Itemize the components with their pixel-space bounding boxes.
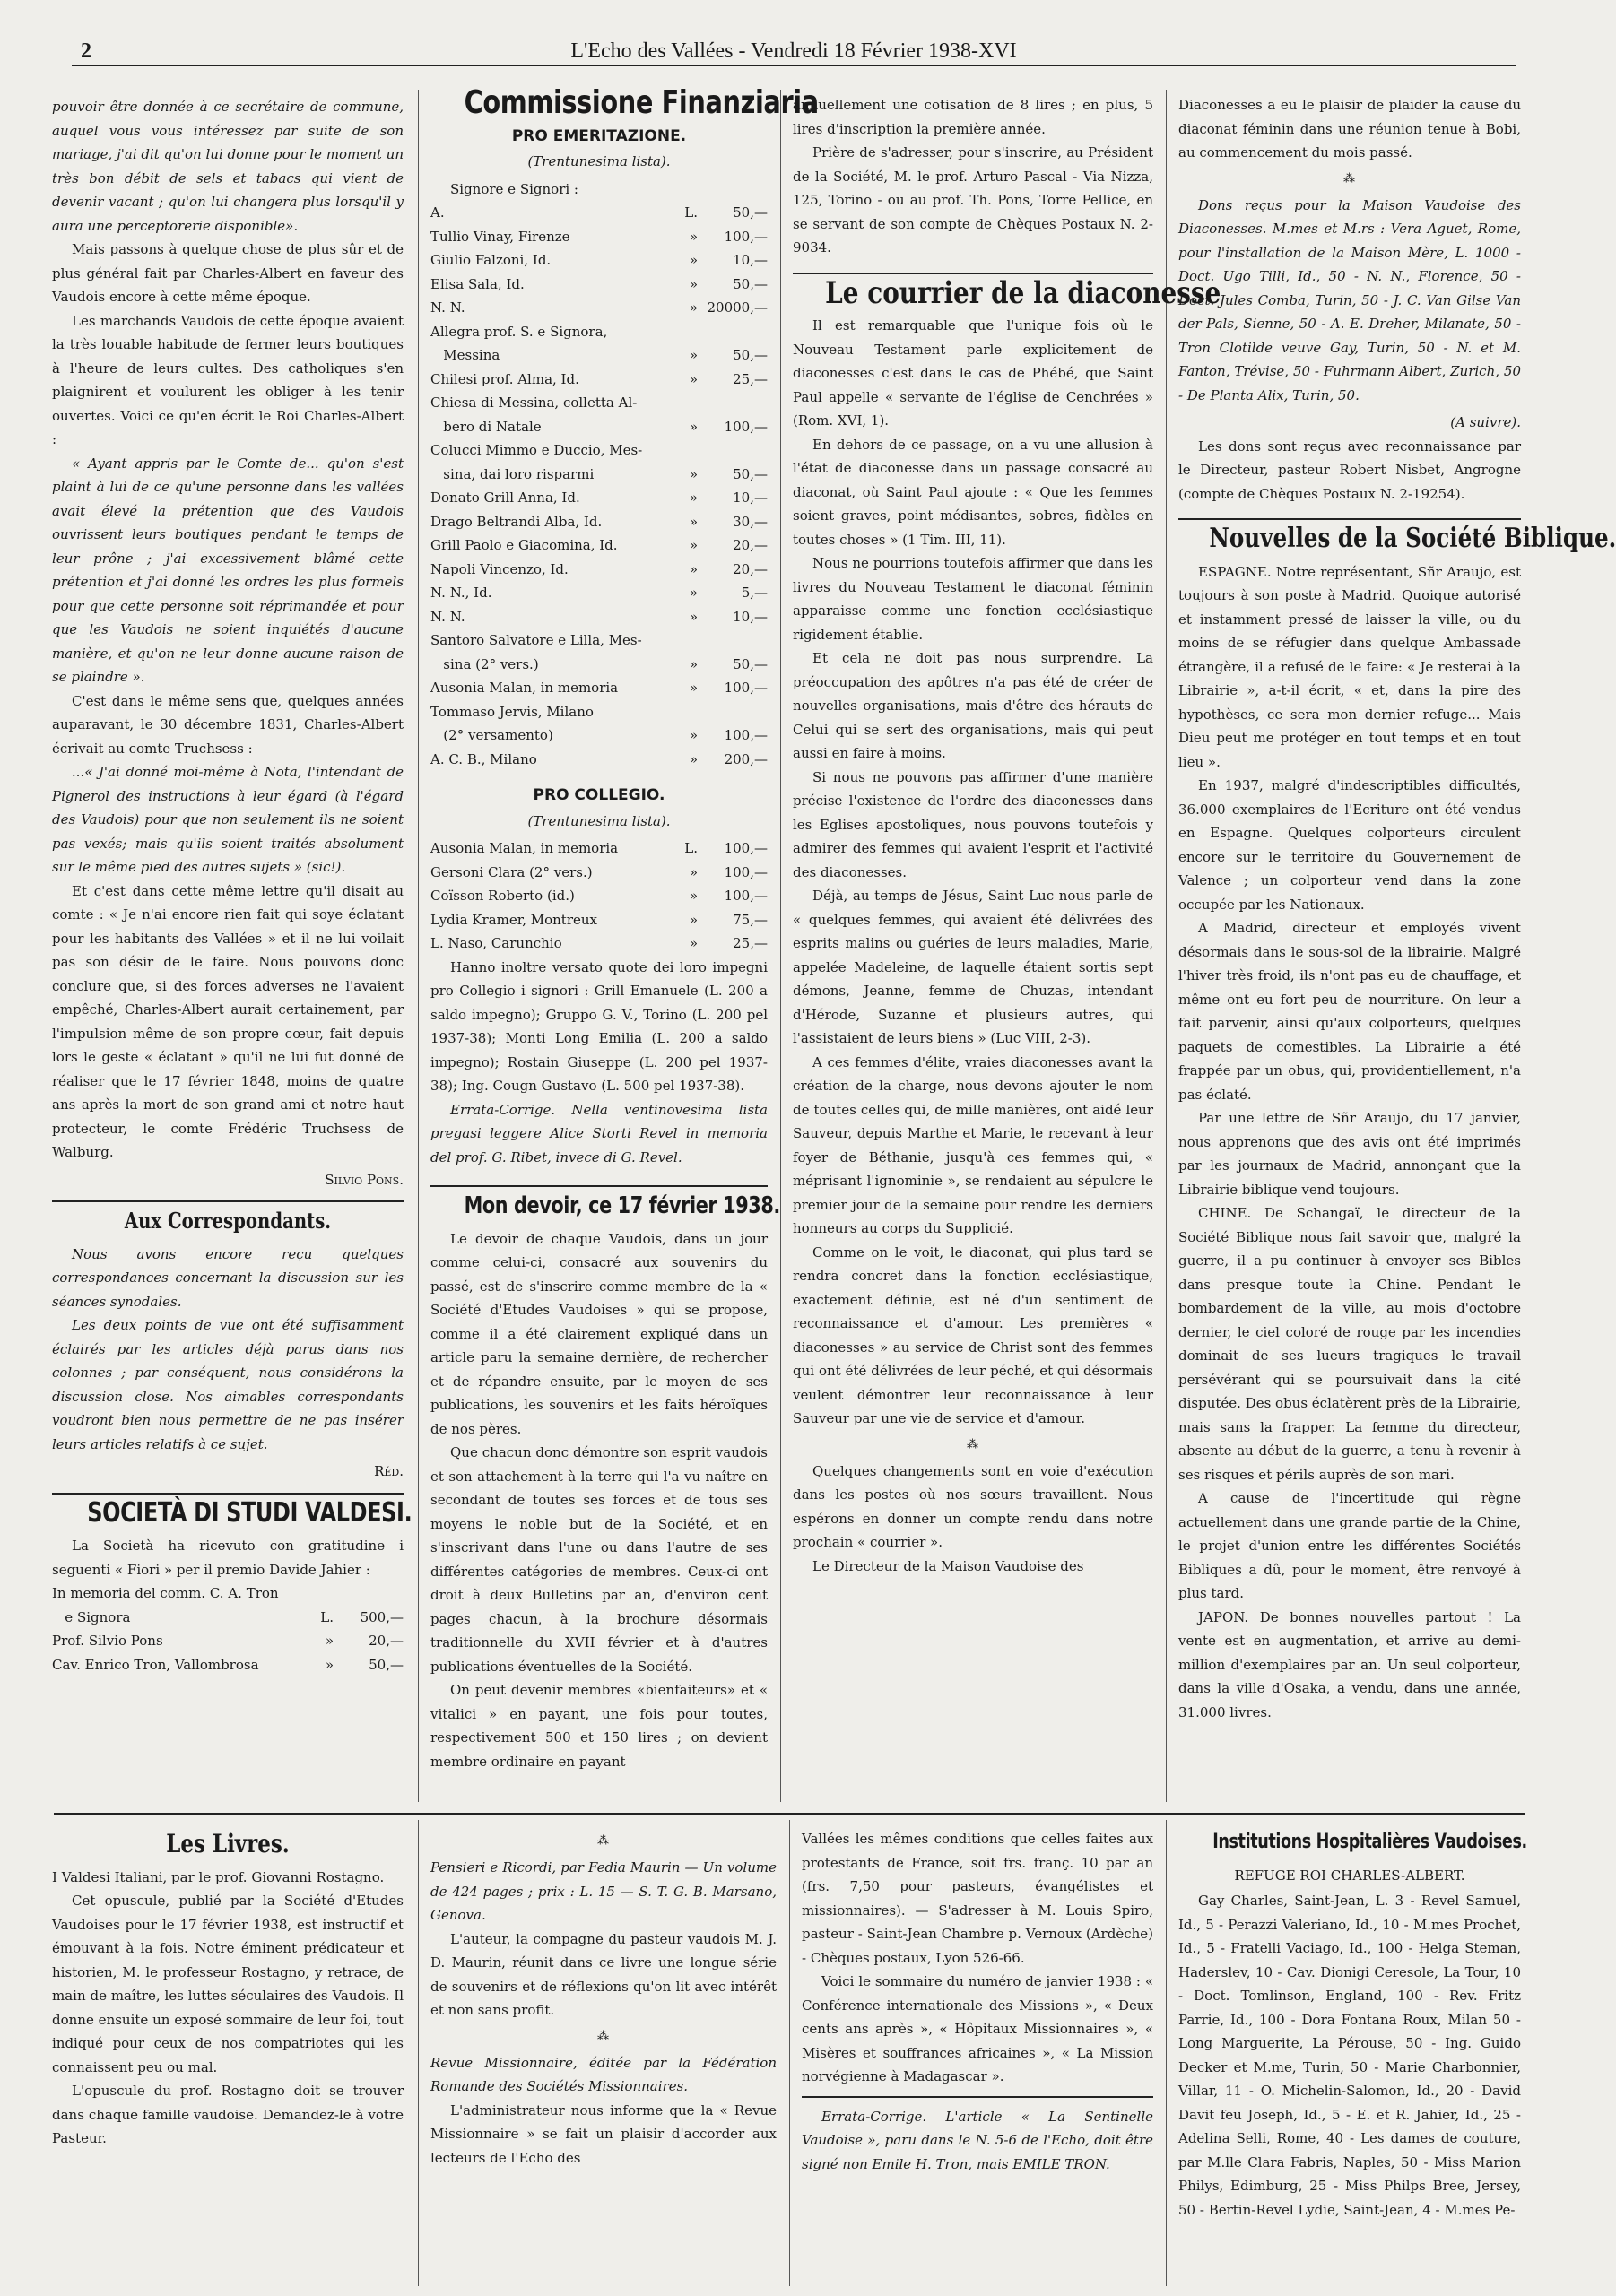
donation-list <box>430 836 768 956</box>
article-paragraph: Les dons sont reçus avec reconnaissance par le Directeur, pasteur Robert Nisbet, Angrogne (compte de Chèques Postaux N. 2-19254). <box>1178 438 1521 502</box>
article-paragraph: Mais passons à quelque chose de plus sûr et de plus général fait par Charles-Albert en faveur des Vaudois encore à cette même époque. <box>52 241 404 305</box>
biblique-paragraph: A Madrid, directeur et employés vivent désormais dans le sous-sol de la librairie. Malgré l'hiver très froid, ils n'ont pas eu de chauffage, et même ont eu fort peu de nourriture. On leur a fait parvenir, ainsi qu'aux colporteurs, quelques paquets de comestibles. La Librairie a été frappée par un obus, qui, providentiellement, n'a pas éclaté. <box>1178 920 1521 1103</box>
donation-amount: 5,— <box>741 585 768 601</box>
donor-name: sina, dai loro risparmi <box>430 465 595 482</box>
asterism-icon: ⁂ <box>597 2029 610 2043</box>
diaconesse-paragraph: Nous ne pourrions toutefois affirmer que dans les livres du Nouveau Testament le diaconat féminin apparaisse comme une fonction ecclésiastique rigidement établie. <box>793 555 1153 643</box>
donor-name: Messina <box>430 347 500 363</box>
currency-mark: » <box>689 655 698 672</box>
donation-row <box>430 273 768 297</box>
currency-mark: » <box>689 680 698 696</box>
article-separator <box>430 1185 768 1187</box>
institutions-paragraph: Gay Charles, Saint-Jean, L. 3 - Revel Samuel, Id., 5 - Perazzi Valeriano, Id., 10 - M.mes Prochet, Id., 5 - Fratelli Vaciago, Id., 100 - Helga Steman, Haderslev, 10 - Cav. Dionigi Ceresole, La Tour, 10 - Doct. Tomlinson, England, 100 - Rev. Fritz Parrie, Id., 100 - Dora Fontana Roux, Milan 50 - Long Marguerite, La Pérouse, 50 - Ing. Guido Decker et M.me, Turin, 50 - Marie Charbonnier, Villar, 11 - O. Michelin-Salomon, Id., 20 - David Davit feu Joseph, Id., 5 - E. et R. Jahier, Id., 25 - Adelina Selli, Rome, 40 - Les dames de couture, par M.lle Clara Fabris, Naples, 50 - Miss Marion Philys, Edimburg, 25 - Miss Philps Bree, Jersey, 50 - Bertin-Revel Lydie, Saint-Jean, 4 - M.mes Pe- <box>1178 1893 1521 2218</box>
currency-mark: » <box>689 537 698 553</box>
column-rule <box>418 1820 419 2286</box>
livres-column <box>52 1827 404 2284</box>
donation-row <box>430 510 768 534</box>
donor-name: N. N. <box>430 608 465 625</box>
donor-name: Tullio Vinay, Firenze <box>430 228 570 245</box>
donation-amount: 10,— <box>733 252 768 268</box>
page-number: 2 <box>81 39 91 63</box>
diaconesse-paragraph: Comme on le voit, le diaconat, qui plus tard se rendra concret dans la fonction ecclésiastique, exactement définie, est né d'un sentiment de reconnaissance et d'amour. Les premières « diaconesses » au service de Christ sont des femmes qui ont été délivrées de leur péché, et qui désormais veulent démontrer leur reconnaissance à leur Sauveur par une vie de service et d'amour. <box>793 1243 1153 1426</box>
donation-row <box>430 320 768 344</box>
donor-name: N. N., Id. <box>430 585 492 601</box>
donation-amount: 20000,— <box>707 299 768 316</box>
donation-amount: 10,— <box>733 490 768 506</box>
article-separator <box>793 273 1153 274</box>
article-paragraph: Diaconesses a eu le plaisir de plaider la cause du diaconat féminin dans une réunion tenue à Bobi, au commencement du mois passé. <box>1178 97 1521 160</box>
article-paragraph: C'est dans le même sens que, quelques années auparavant, le 30 décembre 1831, Charles-Albert écrivait au comte Truchsess : <box>52 692 404 757</box>
donation-amount: 50,— <box>369 1656 404 1673</box>
donation-row <box>430 558 768 582</box>
article-signature: Silvio Pons. <box>325 1171 404 1188</box>
donor-name: Santoro Salvatore e Lilla, Mes- <box>430 632 642 648</box>
correspondants-heading: Aux Correspondants. <box>124 1208 332 1234</box>
donation-row <box>430 605 768 629</box>
donation-amount: 30,— <box>733 513 768 530</box>
currency-mark: » <box>689 911 698 928</box>
book-paragraph: L'auteur, la compagne du pasteur vaudois M. J. D. Maurin, réunit dans ce livre une longue série de souvenirs et de réflexions qu'on lit avec intérêt et non sans profit. <box>430 1930 777 2018</box>
currency-mark: » <box>689 490 698 506</box>
donation-row <box>430 653 768 677</box>
diaconesse-paragraph: Le Directeur de la Maison Vaudoise des <box>812 1557 1084 1574</box>
donor-name: Tommaso Jervis, Milano <box>430 703 594 720</box>
article-separator <box>52 1200 404 1202</box>
donation-row <box>430 201 768 225</box>
newspaper-title: L'Echo des Vallées - Vendredi 18 Février 1938-XVI <box>570 39 1017 63</box>
section-rule <box>54 1813 1525 1815</box>
donation-amount: 25,— <box>733 935 768 951</box>
errata-paragraph: Errata-Corrige. L'article « La Sentinelle Vaudoise », paru dans le N. 5-6 de l'Echo, doit être signé non Emile H. Tron, mais EMILE TRON. <box>802 2108 1153 2172</box>
donation-row <box>430 861 768 885</box>
emeritazione-heading: PRO EMERITAZIONE. <box>511 126 687 145</box>
column-3 <box>793 93 1221 1801</box>
refuge-subheading: REFUGE ROI CHARLES-ALBERT. <box>1234 1867 1465 1884</box>
column-1 <box>52 95 413 1803</box>
donation-amount: 100,— <box>724 680 768 696</box>
donation-amount <box>698 700 768 724</box>
donation-amount <box>698 438 768 463</box>
biblique-paragraph: A cause de l'incertitude qui règne actuellement dans une grande partie de la Chine, le projet d'union entre les différentes Sociétés Bibliques a dû, pour le moment, être renvoyé à plus tard. <box>1178 1490 1521 1601</box>
biblique-paragraph: CHINE. De Schangaï, le directeur de la Société Biblique nous fait savoir que, malgré la guerre, il a pu continuer à envoyer ses Bibles dans presque toute la Chine. Pendant le bombardement de la ville, au mois d'octobre dernier, le ciel coloré de rouge par les incendies dominait de ses lueurs tragiques le travail persévérant qui se poursuivait dans la cité disputée. Des obus éclatèrent près de la Librairie, mais sans la frapper. La femme du directeur, absente au début de la guerre, a tenu à revenir à ses risques et périls auprès de son mari. <box>1178 1205 1521 1483</box>
currency-mark: » <box>689 299 698 316</box>
donor-name: Coïsson Roberto (id.) <box>430 888 575 904</box>
devoir-paragraph: Le devoir de chaque Vaudois, dans un jour comme celui-ci, consacré aux souvenirs du passé, est de s'inscrire comme membre de la « Société d'Etudes Vaudoises » qui se propose, comme il a été clairement expliqué dans un article paru la semaine dernière, de rechercher et de répandre ensuite, par le moyen de ses publications, les souvenirs et les faits héroïques de nos pères. <box>430 1230 768 1437</box>
donation-row <box>430 700 768 724</box>
donation-amount: 100,— <box>724 840 768 856</box>
currency-mark: » <box>689 750 698 767</box>
donation-amount: 50,— <box>733 204 768 221</box>
quotation-paragraph: « Ayant appris par le Comte de... qu'on s'est plaint à lui de ce qu'une personne dans les vallées avait élevé la prétention que des Vaudois ouvrissent leurs boutiques pendant le temps de leur prône ; j'ai excessivement blâmé cette prétention et j'ai donné les ordres les plus formels pour que cette personne soit réprimandée et pour que les Vaudois ne soient inquiétés d'aucune manière, et qu'on ne leur donne aucune raison de se plaindre ». <box>52 455 404 685</box>
quotation-paragraph: ...« J'ai donné moi-même à Nota, l'intendant de Pignerol des instructions à leur égard (à l'égard des Vaudois) pour que non seulement ils ne soient pas vexés; mais qu'ils soient traités absolument sur le même pied des autres sujets » (sic!). <box>52 764 404 875</box>
donation-amount: 75,— <box>733 911 768 928</box>
diaconesse-paragraph: Il est remarquable que l'unique fois où le Nouveau Testament parle explicitement de diaconesses c'est dans le cas de Phébé, que Saint Paul appelle « servante de l'église de Cenchrées » (Rom. XVI, 1). <box>793 317 1153 429</box>
donor-name: Ausonia Malan, in memoria <box>430 840 619 856</box>
donor-name: sina (2° vers.) <box>430 655 539 672</box>
donation-row <box>430 225 768 249</box>
asterism-icon: ⁂ <box>1343 171 1356 186</box>
donation-amount: 20,— <box>733 560 768 577</box>
correspondants-paragraph: Les deux points de vue ont été suffisamment éclairés par les articles déjà parus dans nos colonnes ; par conséquent, nous considérons la discussion close. Nos aimables correspondants voudront bien nous permettre de ne pas insérer leurs articles relatifs à ce sujet. <box>52 1317 404 1452</box>
correspondants-signature: Réd. <box>374 1463 404 1479</box>
donor-name: e Signora <box>52 1608 131 1625</box>
currency-mark: » <box>325 1633 334 1649</box>
currency-mark: » <box>689 935 698 951</box>
donation-amount: 100,— <box>724 727 768 743</box>
donation-row <box>430 296 768 320</box>
livres-paragraph: L'opuscule du prof. Rostagno doit se trouver dans chaque famille vaudoise. Demandez-le à votre Pasteur. <box>52 2083 404 2146</box>
currency-mark: » <box>689 370 698 387</box>
donation-row <box>52 1581 404 1606</box>
donation-amount: 100,— <box>724 888 768 904</box>
donation-amount: 200,— <box>724 750 768 767</box>
livres-paragraph: Cet opuscule, publié par la Société d'Etudes Vaudoises pour le 17 février 1938, est instructif et émouvant à la fois. Notre éminent prédicateur et historien, M. le professeur Rostagno, y retrace, de main de maître, les luttes séculaires des Vaudois. Il donne ensuite un exposé sommaire de leur foi, tout indiqué pour ceux de nos compatriotes qui les connaissent peu ou mal. <box>52 1893 404 2075</box>
article-paragraph: annuellement une cotisation de 8 lires ; en plus, 5 lires d'inscription la première année. <box>793 97 1153 137</box>
currency-mark: » <box>689 560 698 577</box>
article-separator <box>802 2096 1153 2098</box>
list-intro: Signore e Signori : <box>450 180 578 197</box>
donation-row <box>430 343 768 368</box>
donor-name: A. <box>430 204 445 221</box>
donation-amount: 500,— <box>360 1608 404 1625</box>
donor-name: Cav. Enrico Tron, Vallombrosa <box>52 1656 259 1673</box>
donor-name: Prof. Silvio Pons <box>52 1633 163 1649</box>
donation-row <box>430 628 768 653</box>
devoir-heading: Mon devoir, ce 17 février 1938. <box>464 1192 780 1219</box>
biblique-paragraph: Par une lettre de Sñr Araujo, du 17 janvier, nous apprenons que des avis ont été imprimés par les journaux de Madrid, annonçant que la Librairie biblique vend toujours. <box>1178 1110 1521 1198</box>
currency-mark: » <box>689 275 698 292</box>
diaconesse-paragraph: Quelques changements sont en voie d'exécution dans les postes où nos sœurs travaillent. Nous espérons en donner un compte rendu dans notre prochain « courrier ». <box>793 1462 1153 1550</box>
currency-mark <box>298 1581 334 1606</box>
donation-amount: 10,— <box>733 608 768 625</box>
currency-mark <box>662 391 698 415</box>
book-paragraph: Vallées les mêmes conditions que celles faites aux protestants de France, soit frs. franç. 10 par an (frs. 7,50 pour pasteurs, évangélistes et missionnaires). — S'adresser à M. Louis Spiro, pasteur - Saint-Jean Chambre p. Vernoux (Ardèche) - Chèques postaux, Lyon 526-66. <box>802 1831 1153 1966</box>
currency-mark: L. <box>320 1608 334 1625</box>
donation-list <box>52 1581 404 1677</box>
diaconesse-paragraph: Déjà, au temps de Jésus, Saint Luc nous parle de « quelques femmes, qui avaient été délivrées des esprits malins ou guéries de leurs maladies, Marie, appelée Madeleine, de laquelle étaient sortis sept démons, Jeanne, femme de Chuzas, intendant d'Hérode, Suzanne et plusieurs autres, qui l'assistaient de leurs biens » (Luc VIII, 2-3). <box>793 888 1153 1046</box>
donation-row <box>430 248 768 273</box>
donation-row <box>52 1653 404 1677</box>
bottom-column-3 <box>802 1827 1153 2284</box>
book-paragraph: Voici le sommaire du numéro de janvier 1938 : « Conférence internationale des Missions », « Deux cents ans après », « Hôpitaux Missionnaires », « Misères et souffrances africaines », « La Mission norvégienne à Madagascar ». <box>802 1973 1153 2084</box>
currency-mark: » <box>689 513 698 530</box>
currency-mark <box>662 700 698 724</box>
book-reference: Pensieri e Ricordi, par Fedia Maurin — Un volume de 424 pages ; prix : L. 15 — S. T. G. B. Marsano, Genova. <box>430 1859 777 1923</box>
livres-reference: I Valdesi Italiani, par le prof. Giovanni Rostagno. <box>52 1868 385 1885</box>
currency-mark: » <box>689 888 698 904</box>
donation-amount: 25,— <box>733 370 768 387</box>
donor-name: Colucci Mimmo e Duccio, Mes- <box>430 442 643 458</box>
donation-row <box>430 884 768 908</box>
donation-amount: 50,— <box>733 347 768 363</box>
commissione-heading: Commissione Finanziaria <box>464 84 819 121</box>
currency-mark: L. <box>684 204 698 221</box>
donation-row <box>430 368 768 392</box>
column-rule <box>1166 1820 1167 2286</box>
donor-name: In memoria del comm. C. A. Tron <box>52 1585 279 1601</box>
currency-mark: » <box>689 608 698 625</box>
devoir-paragraph: Que chacun donc démontre son esprit vaudois et son attachement à la terre qui l'a vu naître en secondant de toutes ses forces et de tous ses moyens le noble but de la Société, et en s'inscrivant dans l'une ou dans l'autre de ses différentes catégories de membres. Ceux-ci ont droit à deux Bulletins par an, d'environ cent pages chacun, à la brochure désormais traditionnelle du XVII février et à d'autres publications éventuelles de la Société. <box>430 1444 768 1675</box>
donation-list <box>430 201 768 771</box>
donor-name: Drago Beltrandi Alba, Id. <box>430 513 603 530</box>
donation-row <box>430 391 768 415</box>
donation-row <box>430 748 768 772</box>
donation-row <box>430 836 768 861</box>
column-4 <box>1178 93 1616 1801</box>
diaconesse-paragraph: Si nous ne pouvons pas affirmer d'une manière précise l'existence de l'ordre des diaconesses dans les Eglises apostoliques, nous pouvons toutefois y admirer des femmes qui avaient l'esprit et l'activité des diaconesses. <box>793 768 1153 880</box>
donation-amount: 100,— <box>724 863 768 880</box>
collegio-subtitle: (Trentunesima lista). <box>527 812 671 829</box>
donation-amount: 100,— <box>724 418 768 435</box>
biblique-paragraph: En 1937, malgré d'indescriptibles difficultés, 36.000 exemplaires de l'Ecriture ont été vendus en Espagne. Quelques colporteurs circulent encore sur le territoire du Gouvernement de Valence ; un colporteur vend dans la zone occupée par les Nationaux. <box>1178 777 1521 913</box>
article-paragraph: Prière de s'adresser, pour s'inscrire, au Président de la Société, M. le prof. Arturo Pascal - Via Nizza, 125, Torino - ou au prof. Th. Pons, Torre Pellice, en se servant de son compte de Chèques Postaux N. 2-9034. <box>793 144 1153 256</box>
currency-mark: » <box>689 863 698 880</box>
currency-mark: » <box>689 465 698 482</box>
book-reference: Revue Missionnaire, éditée par la Fédération Romande des Sociétés Missionnaires. <box>430 2054 777 2094</box>
column-rule <box>780 90 781 1802</box>
donor-name: Gersoni Clara (2° vers.) <box>430 863 593 880</box>
donation-row <box>430 415 768 439</box>
donation-row <box>430 533 768 558</box>
collegio-paragraph: Hanno inoltre versato quote dei loro impegni pro Collegio i signori : Grill Emanuele (L. 200 a saldo impegno); Gruppo G. V., Torino (L. 200 pel 1937-38); Monti Long Emilia (L. 200 a saldo impegno); Rostain Giuseppe (L. 200 pel 1937-38); Ing. Cougn Gustavo (L. 500 pel 1937-38). <box>430 958 768 1094</box>
currency-mark: » <box>689 727 698 743</box>
bottom-column-4 <box>1178 1827 1527 2284</box>
donation-amount: 50,— <box>733 275 768 292</box>
donation-row <box>430 486 768 510</box>
currency-mark: » <box>689 585 698 601</box>
donation-row <box>430 676 768 700</box>
bottom-column-2 <box>430 1827 777 2284</box>
currency-mark: » <box>689 418 698 435</box>
currency-mark: » <box>325 1656 334 1673</box>
donor-name: Allegra prof. S. e Signora, <box>430 323 608 340</box>
column-rule <box>1166 90 1167 1802</box>
emeritazione-subtitle: (Trentunesima lista). <box>527 153 671 169</box>
masthead <box>72 36 1516 66</box>
donation-row <box>52 1629 404 1653</box>
biblique-heading: Nouvelles de la Société Biblique. <box>1209 523 1616 554</box>
donation-amount <box>698 391 768 415</box>
donation-amount <box>334 1581 404 1606</box>
donor-name: Elisa Sala, Id. <box>430 275 525 292</box>
donor-name: bero di Natale <box>430 418 542 435</box>
diaconesse-paragraph: Et cela ne doit pas nous surprendre. La préoccupation des apôtres n'a pas été de créer de nouvelles organisations, mais d'être des hérauts de Celui qui se sert des organisations, mais qui peut aussi en faire à moins. <box>793 650 1153 761</box>
donation-amount <box>698 628 768 653</box>
donation-row <box>52 1606 404 1630</box>
donation-row <box>430 723 768 748</box>
donation-row <box>430 463 768 487</box>
donation-amount: 100,— <box>724 228 768 245</box>
currency-mark: » <box>689 347 698 363</box>
currency-mark <box>662 438 698 463</box>
donation-amount: 50,— <box>733 465 768 482</box>
article-paragraph: Et c'est dans cette même lettre qu'il disait au comte : « Je n'ai encore rien fait qui soye éclatant pour les habitants des Vallées » et il ne lui voilait pas son désir de le faire. Nous pouvons donc conclure que, si des forces adverses ne l'avaient empêché, Charles-Albert aurait certainement, par l'impulsion même de son propre cœur, fait depuis lors le geste « éclatant » qu'il ne lui fut donné de réaliser que le 17 février 1848, moins de quatre ans après la mort de son grand ami et notre haut protecteur, le comte Frédéric Truchsess de Walburg. <box>52 882 404 1160</box>
diaconesse-paragraph: En dehors de ce passage, on a vu une allusion à l'état de diaconesse dans un passage consacré au diaconat, où Saint Paul ajoute : « Que les femmes soient graves, point médisantes, sobres, fidèles en toutes choses » (1 Tim. III, 11). <box>793 436 1153 548</box>
institutions-heading: Institutions Hospitalières Vaudoises. <box>1212 1831 1527 1853</box>
currency-mark: L. <box>684 840 698 856</box>
article-separator <box>1178 518 1521 520</box>
donor-name: Grill Paolo e Giacomina, Id. <box>430 537 618 553</box>
donation-amount: 20,— <box>733 537 768 553</box>
currency-mark <box>662 628 698 653</box>
donor-name: Chiesa di Messina, colletta Al- <box>430 394 638 411</box>
donor-name: L. Naso, Carunchio <box>430 935 562 951</box>
donor-name: Chilesi prof. Alma, Id. <box>430 370 579 387</box>
currency-mark <box>662 320 698 344</box>
column-rule <box>789 1820 790 2286</box>
donation-row <box>430 931 768 956</box>
asterism-icon: ⁂ <box>967 1437 979 1451</box>
studi-valdesi-heading: SOCIETÀ DI STUDI VALDESI. <box>87 1496 413 1529</box>
donor-name: Donato Grill Anna, Id. <box>430 490 580 506</box>
biblique-paragraph: JAPON. De bonnes nouvelles partout ! La vente est en augmentation, et arrive au demi-million d'exemplaires par an. Un seul colporteur, dans la ville d'Osaka, a vendu, dans une année, 31.000 livres. <box>1178 1608 1521 1720</box>
a-suivre-note: (A suivre). <box>1450 414 1521 430</box>
column-rule <box>418 90 419 1802</box>
diaconesse-paragraph: A ces femmes d'élite, vraies diaconesses avant la création de la charge, nous devons ajouter le nom de toutes celles qui, de mille manières, ont aidé leur Sauveur, depuis Marthe et Marie, le recevant à leur foyer de Béthanie, jusqu'à ces femmes qui, « méprisant l'ignominie », se rendaient au sépulcre le premier jour de la semaine pour rendre les derniers honneurs au corps du Supplicié. <box>793 1053 1153 1236</box>
donor-name: A. C. B., Milano <box>430 750 537 767</box>
devoir-paragraph: On peut devenir membres «bienfaiteurs» et « vitalici » en payant, une fois pour toutes, respectivement 500 et 150 lires ; on devient membre ordinaire en payant <box>430 1682 768 1770</box>
livres-heading: Les Livres. <box>166 1829 290 1858</box>
donor-name: Ausonia Malan, in memoria <box>430 680 619 696</box>
donation-amount: 50,— <box>733 655 768 672</box>
donor-name: (2° versamento) <box>430 727 553 743</box>
currency-mark: » <box>689 252 698 268</box>
article-separator <box>52 1493 404 1495</box>
article-paragraph: Les marchands Vaudois de cette époque avaient la très louable habitude de fermer leurs boutiques à l'heure de leurs cultes. Des catholiques s'en plaignirent et voulurent les obliger à les tenir ouvertes. Voici ce qu'en écrit le Roi Charles-Albert : <box>52 312 404 447</box>
donation-row <box>430 581 768 605</box>
donation-amount <box>698 320 768 344</box>
currency-mark: » <box>689 228 698 245</box>
correspondants-paragraph: Nous avons encore reçu quelques correspondances concernant la discussion sur les séances synodales. <box>52 1245 404 1310</box>
donation-amount: 20,— <box>369 1633 404 1649</box>
donor-name: Napoli Vincenzo, Id. <box>430 560 569 577</box>
biblique-paragraph: ESPAGNE. Notre représentant, Sñr Araujo, est toujours à son poste à Madrid. Quoique autorisé et instamment pressé de laisser la ville, ou du moins de se réfugier dans quelque Ambassade étrangère, il a refusé de le faire: « Je resterai à la Librairie », a-t-il écrit, « et, dans la pire des hypothèses, ce sera mon dernier refuge... Mais Dieu peut me protéger en tout temps et en tout lieu ». <box>1178 563 1521 770</box>
errata-paragraph: Errata-Corrige. Nella ventinovesima lista pregasi leggere Alice Storti Revel in memoria del prof. G. Ribet, invece di G. Revel. <box>430 1101 768 1165</box>
studi-paragraph: La Società ha ricevuto con gratitudine i seguenti « Fiori » per il premio Davide Jahier : <box>52 1538 404 1578</box>
donor-name: Giulio Falzoni, Id. <box>430 252 552 268</box>
column-2 <box>430 84 819 1798</box>
diaconesse-heading: Le courrier de la diaconesse <box>825 274 1221 311</box>
donor-name: N. N. <box>430 299 465 316</box>
book-paragraph: L'administrateur nous informe que la « Revue Missionnaire » se fait un plaisir d'accorder aux lecteurs de l'Echo des <box>430 2101 777 2166</box>
donor-name: Lydia Kramer, Montreux <box>430 911 598 928</box>
asterism-icon: ⁂ <box>597 1834 610 1848</box>
article-paragraph: pouvoir être donnée à ce secrétaire de commune, auquel vous vous intéressez par suite de son mariage, j'ai dit qu'on lui donne pour le moment un très bon débit de sels et tabacs qui vient de devenir vacant ; qu'on lui changera plus lorsqu'il y aura une perceptorerie disponible». <box>52 99 404 234</box>
collegio-heading: PRO COLLEGIO. <box>533 786 665 804</box>
dons-paragraph: Dons reçus pour la Maison Vaudoise des Diaconesses. M.mes et M.rs : Vera Aguet, Rome, pour l'installation de la Maison Mère, L. 1000 - Doct. Ugo Tilli, Id., 50 - N. N., Florence, 50 - Doct. Jules Comba, Turin, 50 - J. C. Van Gilse Van der Pals, Sienne, 50 - A. E. Dreher, Milanate, 50 - Tron Clotilde veuve Gay, Turin, 50 - N. et M. Fanton, Trévise, 50 - Fuhrmann Albert, Zurich, 50 - De Planta Alix, Turin, 50. <box>1178 196 1521 403</box>
donation-row <box>430 908 768 932</box>
donation-row <box>430 438 768 463</box>
